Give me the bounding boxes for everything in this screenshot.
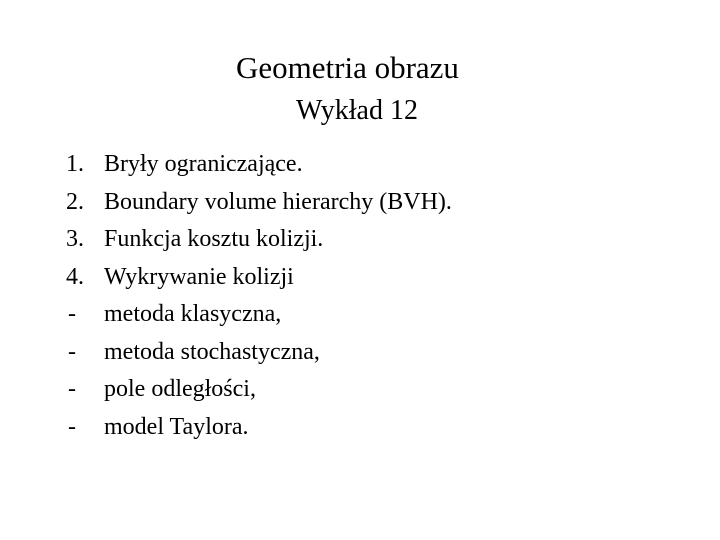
list-item-text: pole odległości, <box>104 376 256 402</box>
list-item-text: model Taylora. <box>104 413 249 440</box>
slide-subtitle: Wykład 12 <box>296 95 418 126</box>
list-item <box>0 184 720 222</box>
list-marker: 1. <box>66 151 84 177</box>
list-marker: - <box>68 301 76 327</box>
topic-list <box>0 146 720 446</box>
list-item <box>0 409 720 447</box>
list-item-text: Boundary volume hierarchy (BVH). <box>104 188 452 215</box>
list-item-text: Funkcja kosztu kolizji. <box>104 226 324 252</box>
list-item <box>0 334 720 372</box>
list-item-text: Bryły ograniczające. <box>104 151 303 177</box>
list-item-text: Wykrywanie kolizji <box>104 263 294 290</box>
list-item <box>0 259 720 297</box>
list-item <box>0 146 720 184</box>
list-item <box>0 221 720 259</box>
list-marker: 3. <box>66 226 84 252</box>
list-marker: 4. <box>66 263 84 290</box>
list-item <box>0 296 720 334</box>
list-item-text: metoda stochastyczna, <box>104 338 320 365</box>
slide-title: Geometria obrazu <box>236 50 459 85</box>
list-marker: - <box>68 413 76 440</box>
list-marker: - <box>68 338 76 365</box>
list-item <box>0 371 720 409</box>
list-marker: 2. <box>66 188 84 215</box>
list-item-text: metoda klasyczna, <box>104 301 282 327</box>
list-marker: - <box>68 376 76 402</box>
